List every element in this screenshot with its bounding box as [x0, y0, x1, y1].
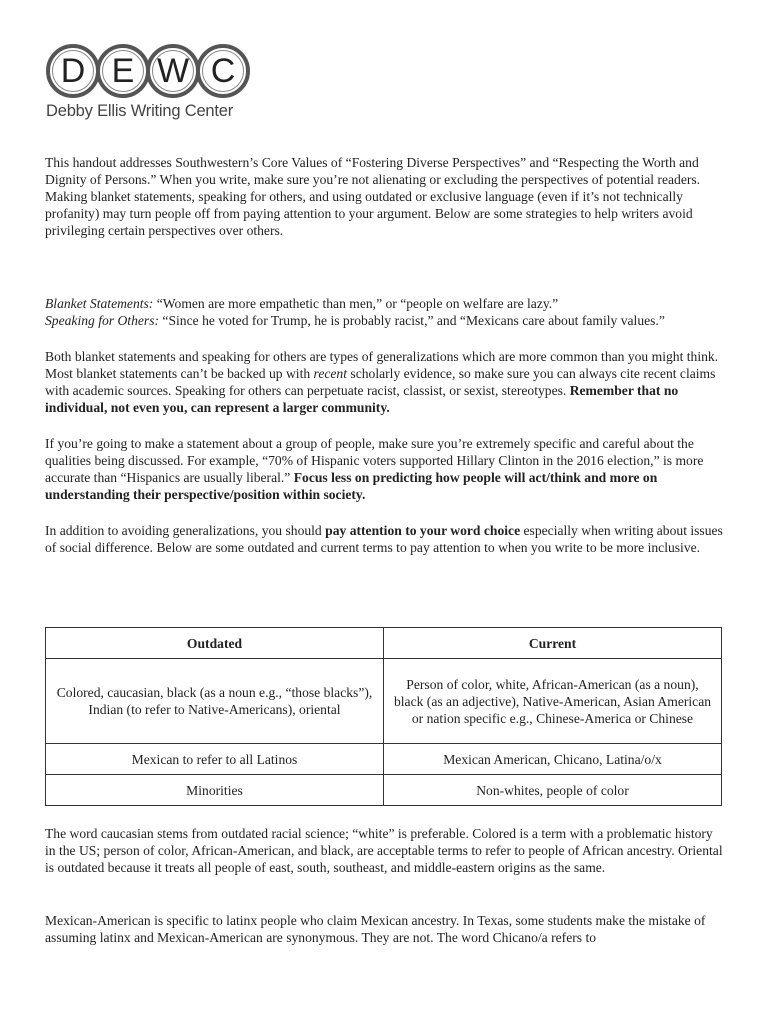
- word-choice-paragraph: [45, 522, 725, 556]
- logo-subtitle: Debby Ellis Writing Center: [46, 102, 234, 120]
- definitions: [45, 295, 725, 329]
- generalizations-text-1: Both blanket statements and speaking for others are types of generalizations which are more common than you might think. Most blanket statements can’t be backed up with: [45, 349, 719, 381]
- table-cell-outdated: Mexican to refer to all Latinos: [46, 744, 384, 775]
- logo-letter-d: D: [46, 44, 100, 98]
- blanket-statements-text: “Women are more empathetic than men,” or “people on welfare are lazy.”: [153, 296, 559, 311]
- word-choice-text-1: In addition to avoiding generalizations, you should: [45, 523, 326, 538]
- speaking-for-others-definition: [45, 312, 725, 329]
- generalizations-bold: Remember that no individual, not even you, can represent a larger community.: [45, 383, 679, 415]
- caucasian-paragraph: The word caucasian stems from outdated racial science; “white” is preferable. Colored is a term with a problematic history in the US; person of color, African-American, and black, are acceptable terms to refer to people of African ancestry. Oriental is outdated because it treats all people of east, south, southeast, and middle-eastern origins as the same.: [45, 826, 723, 875]
- table-cell-current: Mexican American, Chicano, Latina/o/x: [384, 744, 722, 775]
- table-row: [46, 744, 722, 775]
- intro-paragraph: This handout addresses Southwestern’s Core Values of “Fostering Diverse Perspectives” and “Respecting the Worth and Dignity of Persons.” When you write, make sure you’re not alienating or excluding the perspectives of potential readers. Making blanket statements, speaking for others, and using outdated or exclusive language (even if it’s not technically profanity) may turn people off from paying attention to your argument. Below are some strategies to help writers avoid privileging certain perspectives over others.: [45, 155, 701, 238]
- word-choice-text-2: especially when writing about issues of social difference. Below are some outdated and current terms to pay attention to when you write to be more inclusive.: [45, 523, 723, 555]
- table-row: [46, 659, 722, 744]
- dewc-logo: [46, 44, 246, 121]
- table-cell-current: Non-whites, people of color: [384, 775, 722, 806]
- blanket-statements-definition: [45, 295, 725, 312]
- logo-letter-e: E: [96, 44, 150, 98]
- generalizations-paragraph: [45, 348, 725, 416]
- speaking-for-others-label: Speaking for Others:: [45, 313, 160, 328]
- blanket-statements-label: Blanket Statements:: [45, 296, 154, 311]
- header-outdated: Outdated: [46, 628, 384, 659]
- specific-paragraph: [45, 435, 725, 503]
- table-row: [46, 775, 722, 806]
- logo-letter-w: W: [146, 44, 200, 98]
- table-header-row: [46, 628, 722, 659]
- logo-letter-c: C: [196, 44, 250, 98]
- header-current: Current: [384, 628, 722, 659]
- table-cell-outdated: Minorities: [46, 775, 384, 806]
- mexican-american-paragraph: Mexican-American is specific to latinx people who claim Mexican ancestry. In Texas, some students make the mistake of assuming latinx and Mexican-American are synonymous. They are not. The word Chicano/a refers to: [45, 913, 706, 945]
- speaking-for-others-text: “Since he voted for Trump, he is probably racist,” and “Mexicans care about family values.”: [159, 313, 665, 328]
- table-cell-outdated: Colored, caucasian, black (as a noun e.g., “those blacks”), Indian (to refer to Native-Americans), oriental: [46, 659, 384, 744]
- specific-bold: Focus less on predicting how people will act/think and more on understanding their perspective/position within society.: [45, 470, 658, 502]
- word-choice-bold: pay attention to your word choice: [325, 523, 521, 538]
- table-cell-current: Person of color, white, African-American (as a noun), black (as an adjective), Native-American, Asian American or nation specific e.g., Chinese-America or Chinese: [384, 659, 722, 744]
- logo-circles: [46, 44, 246, 98]
- generalizations-text-2: scholarly evidence, so make sure you can always cite recent claims with academic sources. Speaking for others can perpetuate racist, classist, or sexist, stereotypes.: [45, 366, 716, 398]
- generalizations-emphasis: recent: [313, 366, 348, 381]
- terms-table: [45, 627, 722, 806]
- specific-text: If you’re going to make a statement about a group of people, make sure you’re extremely specific and careful about the qualities being discussed. For example, “70% of Hispanic voters supported Hillary Clinton in the 2016 election,” is more accurate than “Hispanics are usually liberal.”: [45, 436, 704, 485]
